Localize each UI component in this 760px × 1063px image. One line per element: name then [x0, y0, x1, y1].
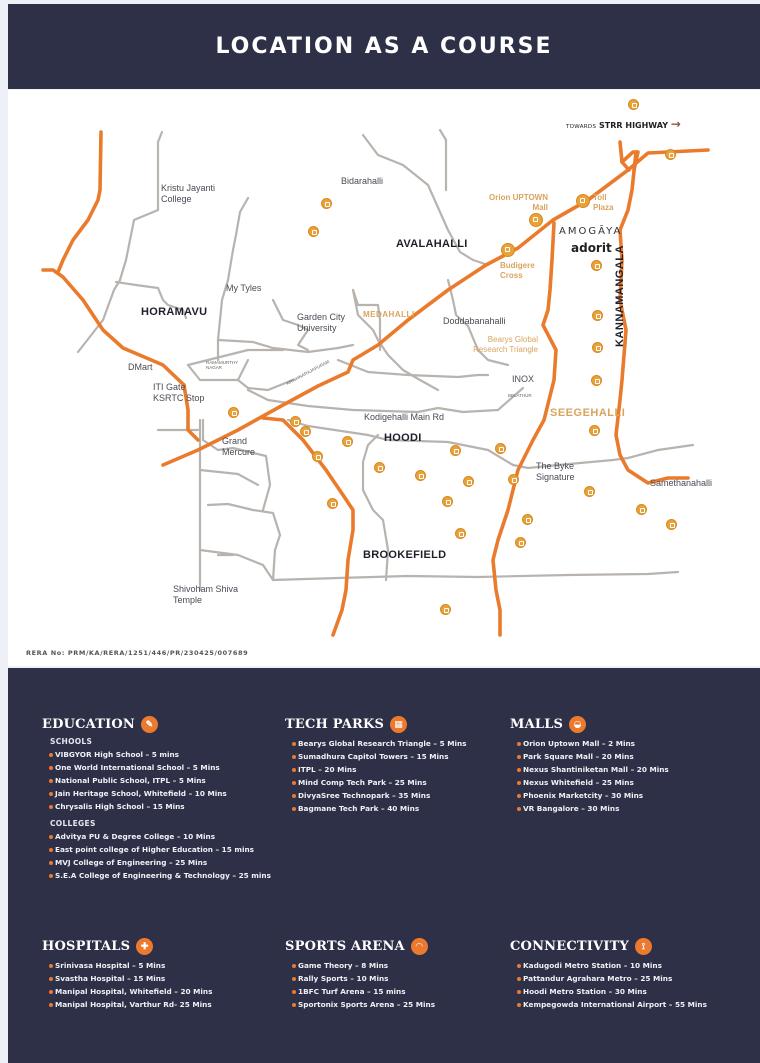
section-tech-parks: [285, 716, 467, 815]
poi-marker: [308, 226, 319, 237]
poi-marker: [522, 514, 533, 525]
poi-marker: [300, 426, 311, 437]
bullet-icon: [517, 794, 521, 798]
bullet-icon: [517, 807, 521, 811]
item-text: Sumadhura Capitol Towers – 15 Mins: [298, 752, 449, 761]
bullet-icon: [517, 964, 521, 968]
item-text: Park Square Mall – 20 Mins: [523, 752, 634, 761]
page-title: LOCATION AS A COURSE: [215, 34, 553, 59]
item-text: East point college of Higher Education – 15 mins: [55, 845, 255, 854]
place-kristu-jayanti: Kristu Jayanti College: [161, 183, 216, 204]
list-item: [510, 972, 707, 985]
poi-marker: [666, 519, 677, 530]
item-text: VIBGYOR High School – 5 mins: [55, 750, 179, 759]
poi-marker: [529, 213, 543, 227]
place-samethanahalli: Samethanahalli: [650, 478, 713, 488]
bullet-icon: [49, 977, 53, 981]
item-text: Chrysalis High School – 15 Mins: [55, 802, 185, 811]
item-text: Pattandur Agrahara Metro – 25 Mins: [523, 974, 673, 983]
poi-marker: [463, 476, 474, 487]
poi-marker: [312, 451, 323, 462]
area-seegehalli: SEEGEHALLI: [550, 407, 626, 419]
poi-marker: [327, 498, 338, 509]
bullet-icon: [49, 1003, 53, 1007]
item-text: Hoodi Metro Station – 30 Mins: [523, 987, 647, 996]
area-hoodi: HOODI: [384, 432, 422, 444]
section-title: [510, 716, 669, 733]
item-text: Bearys Global Research Triangle – 5 Mins: [298, 739, 467, 748]
list-item: [285, 750, 467, 763]
poi-marker: [591, 260, 602, 271]
poi-marker: [515, 537, 526, 548]
poi-marker: [440, 604, 451, 615]
bullet-icon: [292, 1003, 296, 1007]
bullet-icon: [49, 779, 53, 783]
place-inox: INOX: [512, 374, 535, 384]
list-item: [42, 830, 271, 843]
poi-marker: [374, 462, 385, 473]
item-text: Mind Comp Tech Park – 25 Mins: [298, 778, 427, 787]
poi-marker: [592, 342, 603, 353]
section-title: [285, 716, 467, 733]
highway-label: STRR HIGHWAY: [599, 121, 668, 130]
section-hospitals: [42, 938, 212, 1011]
place-shivoham: Shivoham Shiva Temple: [173, 584, 239, 605]
section-sports-arena: [285, 938, 435, 1011]
list-item: [285, 763, 467, 776]
item-text: S.E.A College of Engineering & Technology – 25 mins: [55, 871, 271, 880]
list-item: [285, 737, 467, 750]
item-text: Jain Heritage School, Whitefield – 10 Mins: [55, 789, 227, 798]
area-horamavu: HORAMAVU: [141, 306, 208, 318]
bullet-icon: [517, 977, 521, 981]
connectivity-title: CONNECTIVITY: [510, 939, 629, 954]
tech-parks-title: TECH PARKS: [285, 717, 385, 732]
bullet-icon: [292, 990, 296, 994]
list-item: [42, 748, 271, 761]
bullet-icon: [49, 766, 53, 770]
place-my-tyles: My Tyles: [226, 283, 262, 293]
item-text: VR Bangalore – 30 Mins: [523, 804, 620, 813]
list-item: [285, 998, 435, 1011]
list-item: [510, 776, 669, 789]
place-grand-mercure: Grand Mercure: [222, 436, 256, 457]
list-item: [42, 869, 271, 882]
poi-marker: [665, 149, 676, 160]
section-malls: [510, 716, 669, 815]
list-item: [510, 763, 669, 776]
item-text: Orion Uptown Mall – 2 Mins: [523, 739, 636, 748]
item-text: Rally Sports – 10 Mins: [298, 974, 389, 983]
graduation-icon: ✎: [141, 716, 158, 733]
bullet-icon: [49, 861, 53, 865]
stadium-icon: ◠: [411, 938, 428, 955]
poi-marker: [628, 99, 639, 110]
area-kannamangala: KANNAMANGALA: [614, 245, 626, 347]
item-text: Game Theory – 8 Mins: [298, 961, 389, 970]
list-item: [42, 774, 271, 787]
bullet-icon: [292, 781, 296, 785]
list-item: [42, 985, 212, 998]
bullet-icon: [49, 753, 53, 757]
list-item: [42, 856, 271, 869]
bullet-icon: [292, 977, 296, 981]
malls-title: MALLS: [510, 717, 564, 732]
place-krishnarajapuram: KRISHNARAJAPURAM: [285, 359, 331, 386]
list-item: [42, 787, 271, 800]
poi-marker: [589, 425, 600, 436]
list-item: [510, 985, 707, 998]
amenities-panel: [8, 668, 760, 1063]
section-title: [42, 716, 271, 733]
list-item: [42, 761, 271, 774]
sports-title: SPORTS ARENA: [285, 939, 405, 954]
place-byke-signature: The Byke Signature: [536, 461, 575, 482]
bullet-icon: [49, 805, 53, 809]
place-bearys: Bearys Global Research Triangle: [473, 335, 538, 354]
towards-prefix: TOWARDS: [566, 124, 597, 130]
list-item: [510, 998, 707, 1011]
bullet-icon: [517, 768, 521, 772]
poi-marker: [228, 407, 239, 418]
poi-marker: [501, 243, 515, 257]
item-text: Kempegowda International Airport – 55 Mins: [523, 1000, 707, 1009]
item-text: Manipal Hospital, Whitefield – 20 Mins: [55, 987, 213, 996]
list-item: [42, 998, 212, 1011]
list-item: [42, 959, 212, 972]
poi-marker: [636, 504, 647, 515]
item-text: Manipal Hospital, Varthur Rd- 25 Mins: [55, 1000, 212, 1009]
list-item: [510, 750, 669, 763]
list-item: [285, 789, 467, 802]
list-item: [285, 985, 435, 998]
brand-adorit: adorit: [571, 241, 612, 255]
page-header: [8, 4, 760, 89]
bullet-icon: [292, 742, 296, 746]
building-icon: ▦: [390, 716, 407, 733]
bullet-icon: [49, 964, 53, 968]
place-belathur: BELATHUR: [508, 393, 532, 398]
item-text: ITPL – 20 Mins: [298, 765, 357, 774]
poi-marker: [584, 486, 595, 497]
bullet-icon: [292, 768, 296, 772]
item-text: Nexus Whitefield – 25 Mins: [523, 778, 634, 787]
section-title: [42, 938, 212, 955]
bullet-icon: [517, 755, 521, 759]
list-item: [510, 802, 669, 815]
rera-number: RERA No: PRM/KA/RERA/1251/446/PR/230425/007689: [26, 649, 249, 657]
place-kodigehalli: Kodigehalli Main Rd: [364, 412, 445, 422]
poi-marker: [495, 443, 506, 454]
bullet-icon: [49, 848, 53, 852]
bullet-icon: [292, 794, 296, 798]
bullet-icon: [49, 792, 53, 796]
arrow-right-icon: →: [670, 117, 681, 131]
section-title: [285, 938, 435, 955]
bullet-icon: [49, 835, 53, 839]
item-text: 1BFC Turf Arena – 15 mins: [298, 987, 406, 996]
list-item: [42, 800, 271, 813]
poi-marker: [290, 416, 301, 427]
list-item: [285, 959, 435, 972]
poi-marker: [342, 436, 353, 447]
place-dmart: DMart: [128, 362, 153, 372]
place-orion-mall: Orion UPTOWN Mall: [489, 193, 548, 212]
towards-strr-highway: [566, 117, 681, 131]
place-toll-plaza: Toll Plaza: [593, 193, 614, 212]
tower-icon: ⟟: [635, 938, 652, 955]
place-bidarahalli: Bidarahalli: [341, 176, 384, 186]
brand-amogaya: AMOGĀYA: [559, 226, 623, 237]
section-education: [42, 716, 271, 882]
item-text: National Public School, ITPL – 5 Mins: [55, 776, 206, 785]
bullet-icon: [49, 874, 53, 878]
item-text: Bagmane Tech Park – 40 Mins: [298, 804, 420, 813]
item-text: Svastha Hospital – 15 Mins: [55, 974, 166, 983]
section-title: [510, 938, 707, 955]
poi-marker: [592, 310, 603, 321]
bullet-icon: [49, 990, 53, 994]
education-title: EDUCATION: [42, 717, 136, 732]
list-item: [510, 789, 669, 802]
bullet-icon: [292, 964, 296, 968]
place-doddabanahalli: Doddabanahalli: [443, 316, 506, 326]
list-item: [42, 972, 212, 985]
list-item: [285, 776, 467, 789]
item-text: DivyaSree Technopark – 35 Mins: [298, 791, 431, 800]
item-text: Sportonix Sports Arena – 25 Mins: [298, 1000, 436, 1009]
poi-marker: [508, 474, 519, 485]
item-text: MVJ College of Engineering – 25 Mins: [55, 858, 208, 867]
area-brookefield: BROOKEFIELD: [363, 549, 447, 561]
hospital-icon: ✚: [136, 938, 153, 955]
poi-marker: [415, 470, 426, 481]
poi-marker: [321, 198, 332, 209]
list-item: [285, 802, 467, 815]
list-item: [42, 843, 271, 856]
item-text: One World International School – 5 Mins: [55, 763, 220, 772]
bullet-icon: [292, 755, 296, 759]
item-text: Advitya PU & Degree College – 10 Mins: [55, 832, 216, 841]
poi-marker: [442, 496, 453, 507]
hospitals-title: HOSPITALS: [42, 939, 131, 954]
bullet-icon: [517, 990, 521, 994]
bullet-icon: [517, 742, 521, 746]
schools-label: SCHOOLS: [50, 737, 93, 746]
area-medahalli: MEDAHALLI: [363, 310, 415, 319]
bullet-icon: [517, 781, 521, 785]
road-network: [8, 90, 760, 666]
item-text: Phoenix Marketcity – 30 Mins: [523, 791, 644, 800]
shopping-icon: ◒: [569, 716, 586, 733]
bullet-icon: [292, 807, 296, 811]
location-map: [8, 90, 760, 666]
colleges-label: COLLEGES: [50, 819, 96, 828]
item-text: Srinivasa Hospital – 5 Mins: [55, 961, 166, 970]
place-iti-gate: ITI Gate KSRTC Stop: [153, 382, 205, 403]
item-text: Kadugodi Metro Station – 10 Mins: [523, 961, 662, 970]
list-item: [510, 959, 707, 972]
bullet-icon: [517, 1003, 521, 1007]
place-garden-city: Garden City University: [297, 312, 346, 333]
list-item: [510, 737, 669, 750]
place-budigere-cross: Budigere Cross: [500, 261, 535, 280]
area-avalahalli: AVALAHALLI: [396, 238, 468, 250]
poi-marker: [450, 445, 461, 456]
place-ramamurthy: RAMAMURTHY NAGAR: [206, 360, 239, 370]
poi-marker: [455, 528, 466, 539]
item-text: Nexus Shantiniketan Mall – 20 Mins: [523, 765, 669, 774]
section-connectivity: [510, 938, 707, 1011]
list-item: [285, 972, 435, 985]
poi-marker: [576, 194, 590, 208]
poi-marker: [591, 375, 602, 386]
